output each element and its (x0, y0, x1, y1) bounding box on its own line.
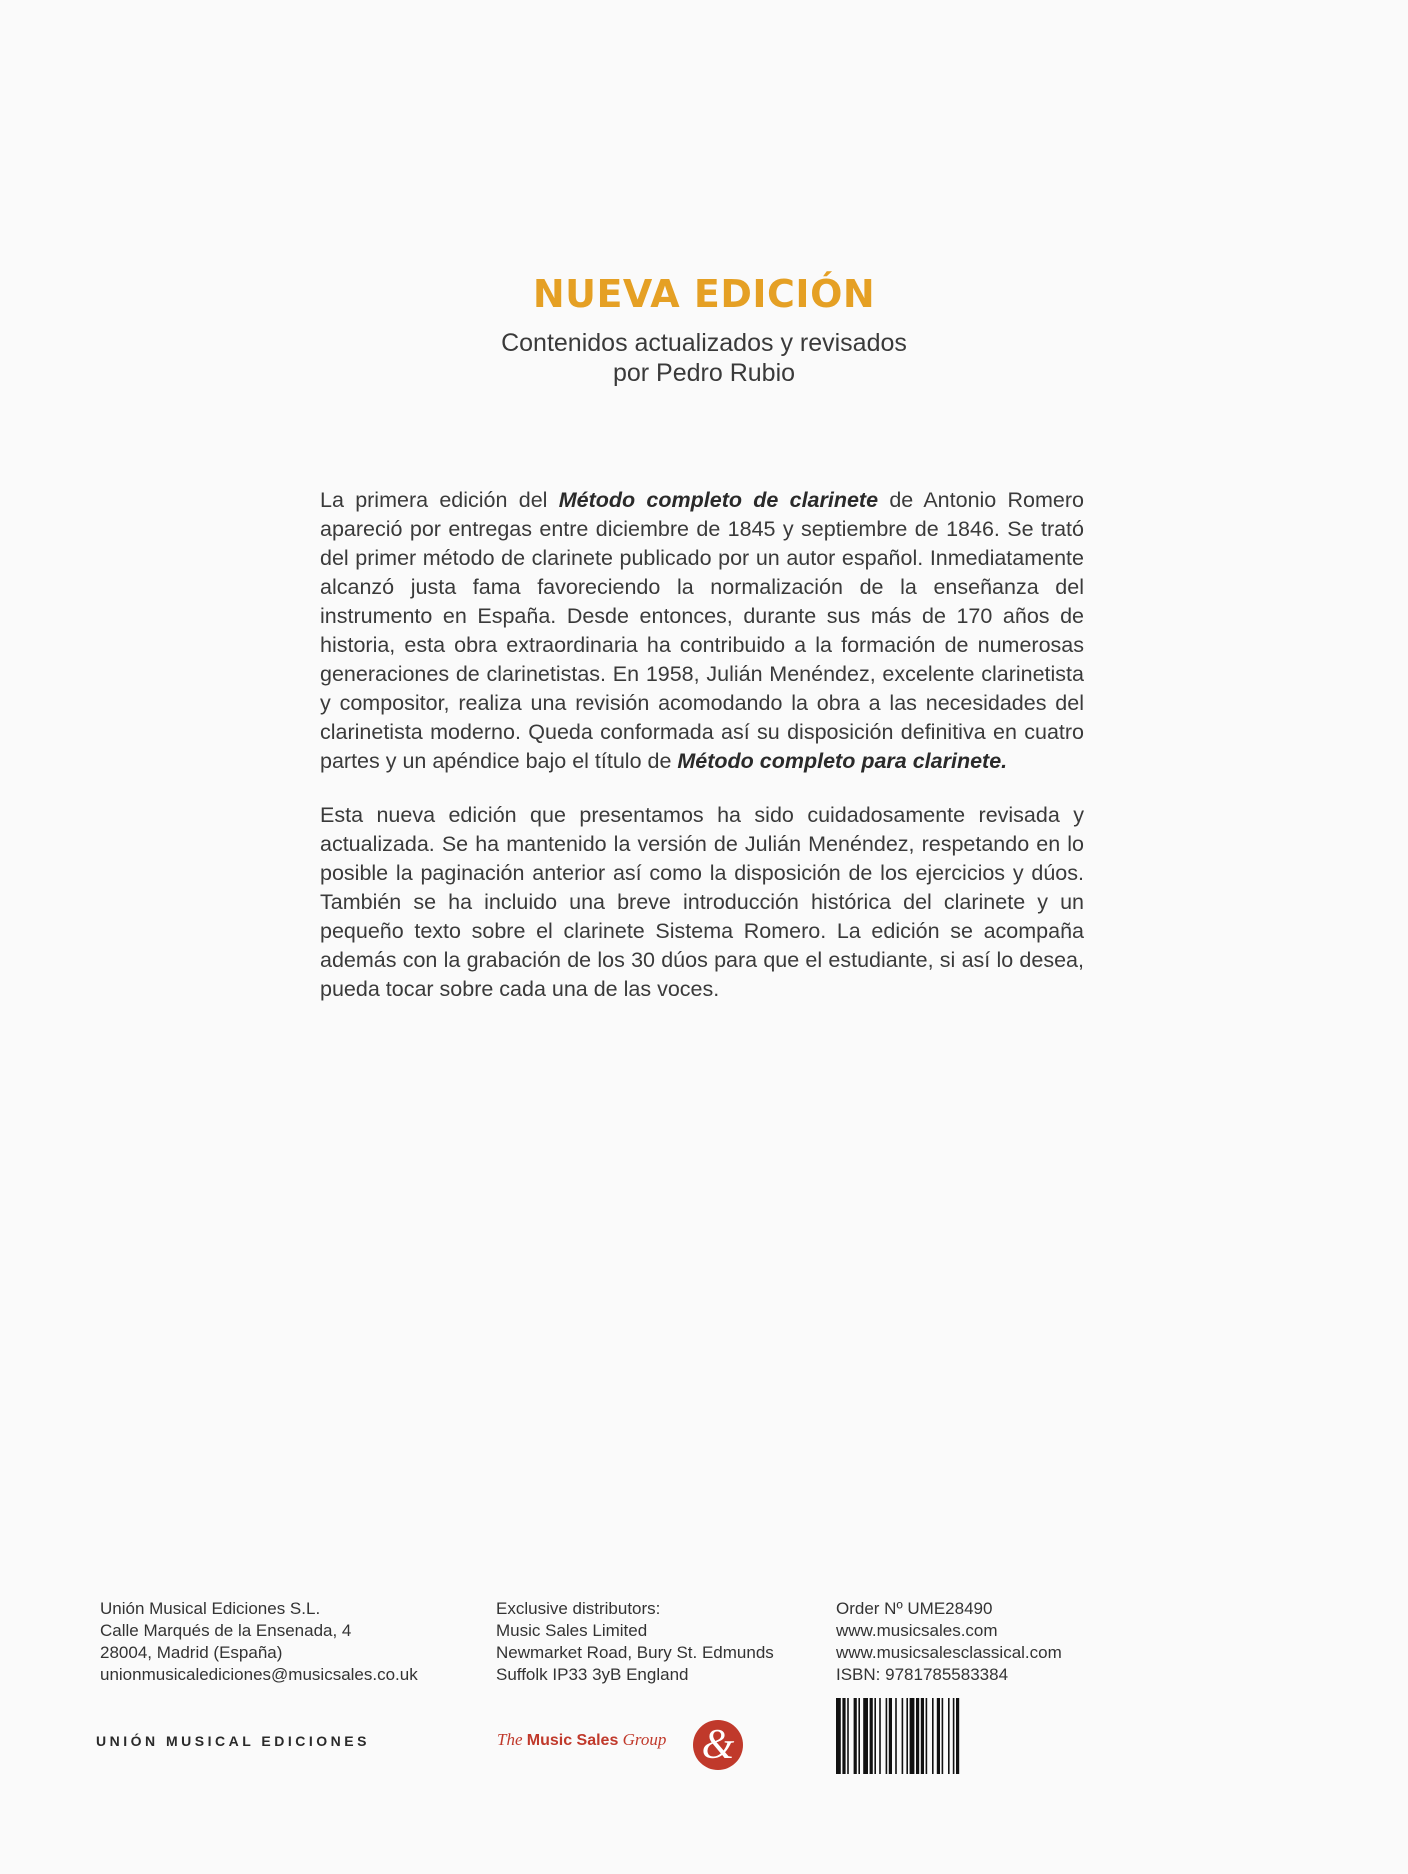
website-musicsales: www.musicsales.com (836, 1621, 998, 1640)
union-musical-logo: UNIÓN MUSICAL EDICIONES (96, 1733, 370, 1749)
body-text (320, 486, 1084, 1029)
book-title-revised: Método completo para clarinete. (677, 749, 1008, 773)
distributor-name: Music Sales Limited (496, 1621, 648, 1640)
distributor-heading: Exclusive distributors: (496, 1599, 661, 1618)
order-info (836, 1598, 1062, 1686)
book-title-original: Método completo de clarinete (558, 488, 879, 512)
logo-group: Group (618, 1730, 667, 1749)
website-classical: www.musicsalesclassical.com (836, 1643, 1062, 1662)
p1-text-b: de Antonio Romero apareció por entregas entre diciembre de 1845 y septiembre de 1846. Se trató del primer método de clarinete publicado por un autor español. Inmediatamente alcanzó justa fama favoreciendo la normalización de la enseñanza del instrumento en España. Desde entonces, durante sus más de 170 años de historia, esta obra extraordinaria ha contribuido a la formación de numerosas generaciones de clarinetistas. En 1958, Julián Menéndez, excelente clarinetista y compositor, realiza una revisión acomodando la obra a las necesidades del clarinetista moderno. Queda conformada así su disposición definitiva en cuatro partes y un apéndice bajo el título de (320, 488, 1084, 773)
barcode-icon (834, 1698, 1030, 1774)
publisher-address (100, 1598, 418, 1686)
publisher-city: 28004, Madrid (España) (100, 1643, 283, 1662)
publisher-name: Unión Musical Ediciones S.L. (100, 1599, 321, 1618)
p1-text-a: La primera edición del (320, 488, 559, 512)
paragraph-2: Esta nueva edición que presentamos ha sido cuidadosamente revisada y actualizada. Se ha mantenido la versión de Julián Menéndez, respetando en lo posible la paginación anterior así como la disposición de los ejercicios y dúos. También se ha incluido una breve introducción histórica del clarinete y un pequeño texto sobre el clarinete Sistema Romero. La edición se acompaña además con la grabación de los 30 dúos para que el estudiante, si así lo desea, pueda tocar sobre cada una de las voces. (320, 803, 1084, 1001)
publisher-street: Calle Marqués de la Ensenada, 4 (100, 1621, 352, 1640)
publisher-email: unionmusicalediciones@musicsales.co.uk (100, 1665, 418, 1684)
page-title: NUEVA EDICIÓN (532, 272, 876, 316)
logo-the: The (497, 1730, 527, 1749)
header (0, 272, 1408, 388)
subtitle-line-2: por Pedro Rubio (612, 359, 796, 387)
order-number: Order Nº UME28490 (836, 1599, 993, 1618)
distributor-street: Newmarket Road, Bury St. Edmunds (496, 1643, 774, 1662)
logo-music-sales: Music Sales (526, 1732, 619, 1749)
distributor-city: Suffolk IP33 3yB England (496, 1665, 689, 1684)
subtitle-line-1: Contenidos actualizados y revisados (501, 329, 907, 357)
subtitle (0, 328, 1408, 388)
paragraph-1 (320, 486, 1084, 776)
distributor-address (496, 1598, 774, 1686)
ampersand-logo-icon: & (693, 1720, 743, 1770)
isbn: ISBN: 9781785583384 (836, 1665, 1009, 1684)
music-sales-group-logo (497, 1730, 666, 1750)
